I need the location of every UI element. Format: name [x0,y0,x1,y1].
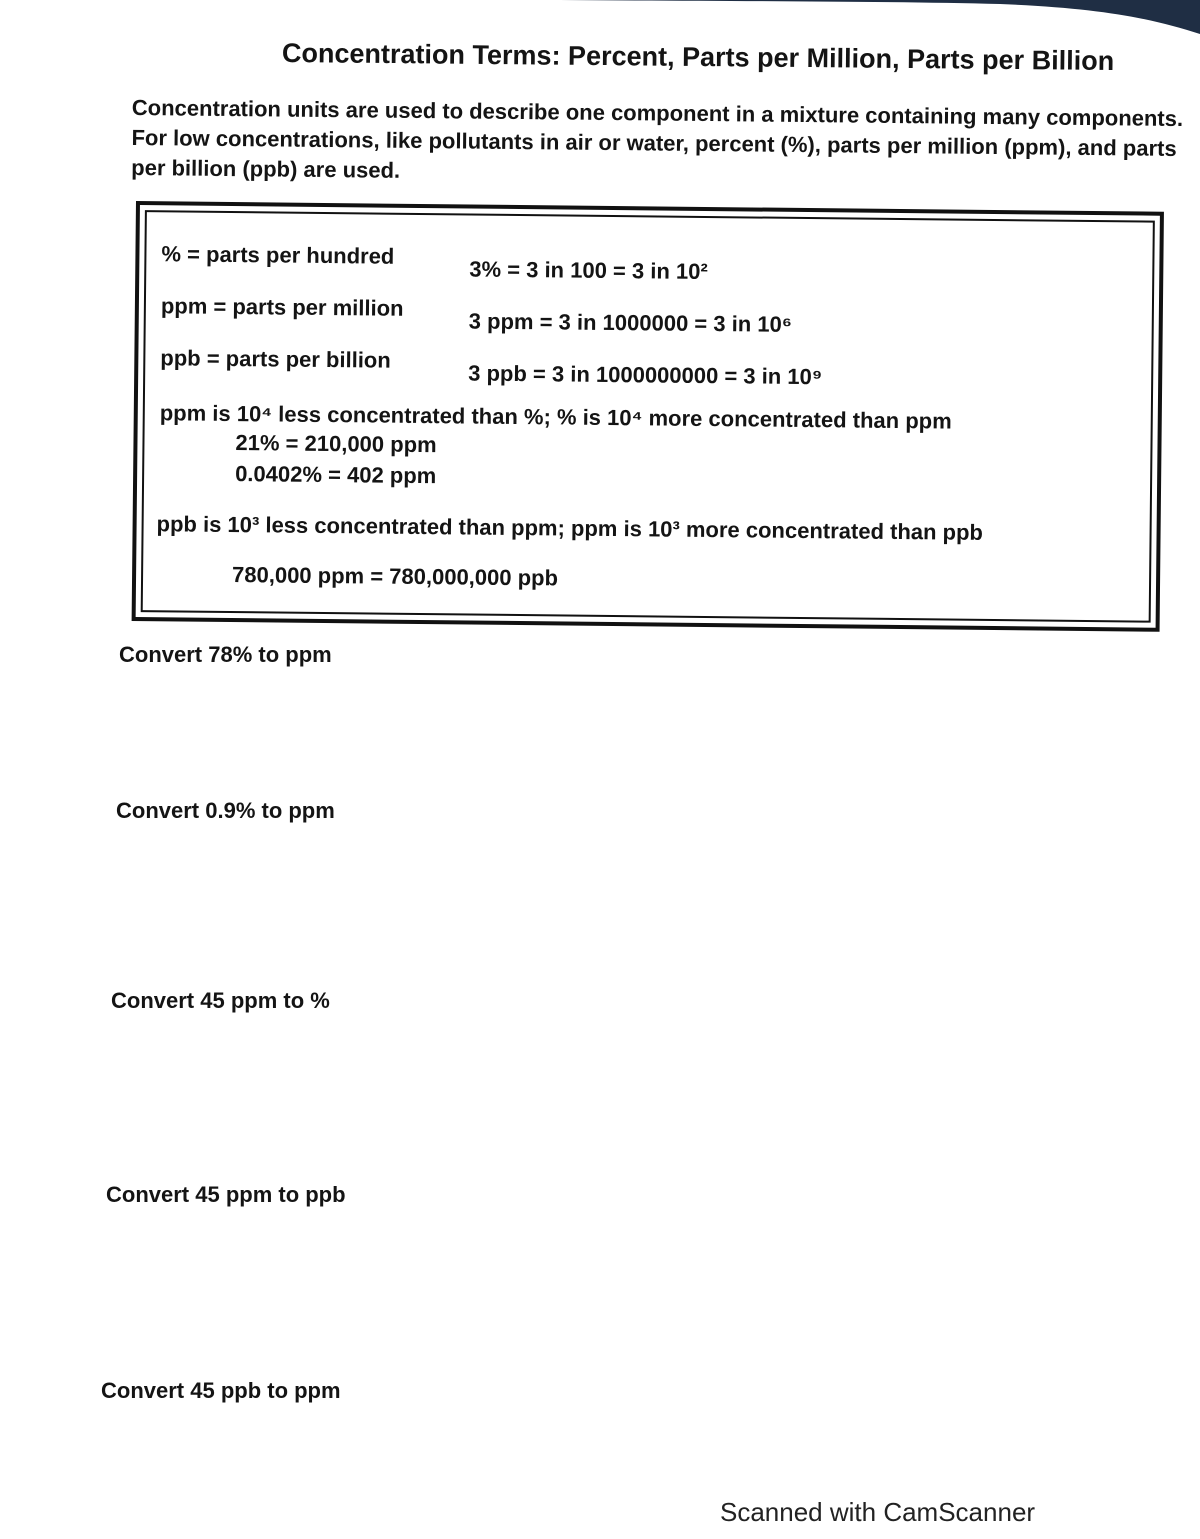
scan-page-edge [0,0,1200,40]
intro-line-3: per billion (ppb) are used. [131,154,401,183]
intro-paragraph [131,93,1192,194]
relation-ppm-percent: ppm is 10⁴ less concentrated than %; % is 10⁴ more concentrated than ppm [159,400,952,434]
camscanner-watermark: Scanned with CamScanner [720,1497,1036,1527]
definition-term: % = parts per hundred [161,241,395,269]
prompt-4: Convert 45 ppm to ppb [106,1182,346,1207]
prompt-3: Convert 45 ppm to % [111,988,330,1013]
example-percent-2: 0.0402% = 402 ppm [235,461,437,489]
prompt-2: Convert 0.9% to ppm [116,798,335,823]
prompt-1: Convert 78% to ppm [119,642,332,667]
example-percent-1: 21% = 210,000 ppm [235,430,437,458]
intro-line-1: Concentration units are used to describe one component in a mixture containing many components. [131,94,1184,132]
definitions-box [132,201,1164,632]
definition-example: 3 ppb = 3 in 1000000000 = 3 in 10⁹ [468,360,823,390]
example-ppb: 780,000 ppm = 780,000,000 ppb [231,562,559,591]
prompt-5: Convert 45 ppb to ppm [101,1378,341,1403]
relation-ppb-ppm: ppb is 10³ less concentrated than ppm; ppm is 10³ more concentrated than ppb [156,511,984,545]
definition-example: 3 ppm = 3 in 1000000 = 3 in 10⁶ [468,308,793,337]
definition-example: 3% = 3 in 100 = 3 in 10² [469,256,708,284]
definition-term: ppb = parts per billion [160,345,391,373]
definition-term: ppm = parts per million [160,293,404,321]
page-title: Concentration Terms: Percent, Parts per Million, Parts per Billion [281,38,1115,76]
intro-line-2: For low concentrations, like pollutants in air or water, percent (%), parts per million (ppm), and parts [131,124,1177,161]
